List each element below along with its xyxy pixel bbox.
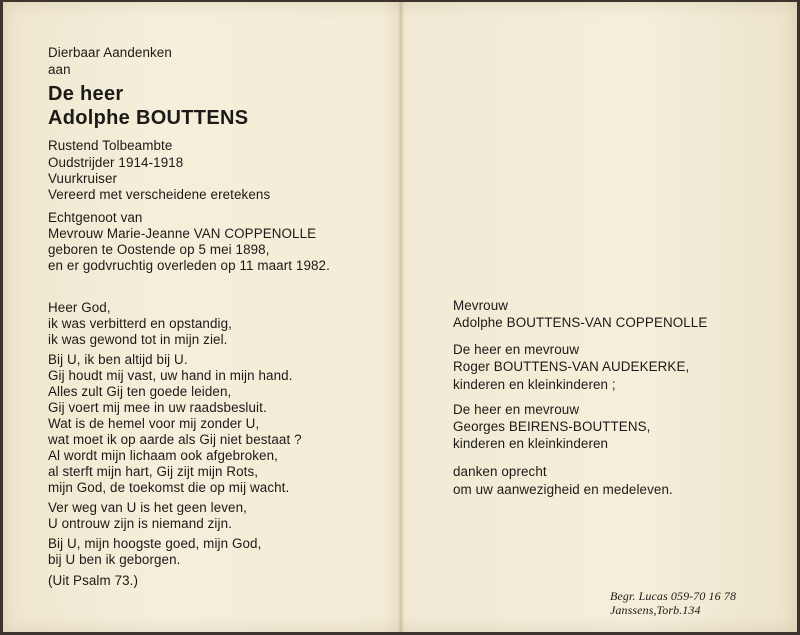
poem-line: Bij U, ik ben altijd bij U. [48, 352, 188, 367]
memorial-card [3, 2, 797, 632]
family-line: De heer en mevrouw [453, 402, 580, 417]
thanks-line: om uw aanwezigheid en medeleven. [453, 482, 673, 497]
title-line: Rustend Tolbeambte [48, 138, 173, 153]
poem-line: bij U ben ik geborgen. [48, 552, 181, 567]
title-line: Vuurkruiser [48, 171, 118, 186]
poem-line: wat moet ik op aarde als Gij niet bestaat ? [48, 432, 302, 447]
poem-line: Gij houdt mij vast, uw hand in mijn hand. [48, 368, 293, 383]
poem-line: Ver weg van U is het geen leven, [48, 500, 247, 515]
poem-line: Al wordt mijn lichaam ook afgebroken, [48, 448, 278, 463]
poem-line: Alles zult Gij ten goede leiden, [48, 384, 232, 399]
family-line: Mevrouw [453, 298, 509, 313]
poem-source: (Uit Psalm 73.) [48, 573, 139, 588]
header-line: Dierbaar Aandenken [48, 45, 172, 60]
family-line: kinderen en kleinkinderen [453, 436, 609, 451]
family-line: De heer en mevrouw [453, 342, 580, 357]
death-line: en er godvruchtig overleden op 11 maart 1982. [48, 258, 330, 273]
family-line: Roger BOUTTENS-VAN AUDEKERKE, [453, 359, 690, 374]
header-line: aan [48, 62, 71, 77]
poem-line: Bij U, mijn hoogste goed, mijn God, [48, 536, 262, 551]
title-line: Oudstrijder 1914-1918 [48, 155, 184, 170]
printer-line: Janssens,Torb.134 [610, 603, 701, 617]
poem-line: ik was gewond tot in mijn ziel. [48, 332, 228, 347]
deceased-title: De heer [48, 83, 124, 105]
spouse-line: Echtgenoot van [48, 210, 143, 225]
thanks-line: danken oprecht [453, 464, 547, 479]
spouse-line: Mevrouw Marie-Jeanne VAN COPPENOLLE [48, 226, 317, 241]
family-line: Georges BEIRENS-BOUTTENS, [453, 419, 651, 434]
card-fold [398, 2, 404, 632]
birth-line: geboren te Oostende op 5 mei 1898, [48, 242, 270, 257]
deceased-name: Adolphe BOUTTENS [48, 107, 249, 129]
title-line: Vereerd met verscheidene eretekens [48, 187, 271, 202]
poem-line: Wat is de hemel voor mij zonder U, [48, 416, 260, 431]
poem-line: ik was verbitterd en opstandig, [48, 316, 232, 331]
family-line: kinderen en kleinkinderen ; [453, 377, 616, 392]
poem-line: al sterft mijn hart, Gij zijt mijn Rots, [48, 464, 259, 479]
poem-line: mijn God, de toekomst die op mij wacht. [48, 480, 290, 495]
poem-line: Gij voert mij mee in uw raadsbesluit. [48, 400, 267, 415]
printer-line: Begr. Lucas 059-70 16 78 [610, 589, 737, 603]
family-line: Adolphe BOUTTENS-VAN COPPENOLLE [453, 315, 708, 330]
poem-line: Heer God, [48, 300, 111, 315]
poem-line: U ontrouw zijn is niemand zijn. [48, 516, 232, 531]
